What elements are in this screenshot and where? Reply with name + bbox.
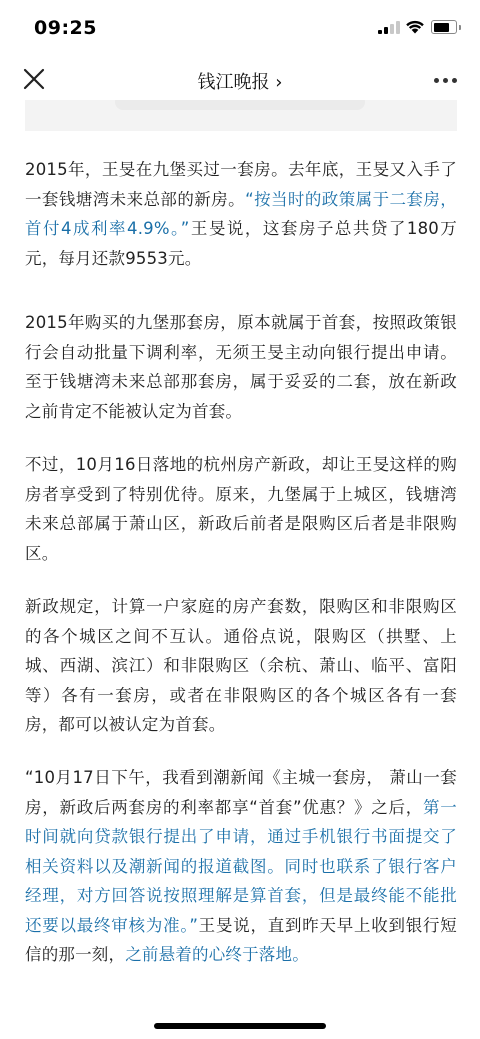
paragraph-3 (25, 450, 457, 568)
text-run: 不过，10月16日落地的杭州房产新政，却让王旻这样的购房者享受到了特别优待。原来，九堡属于上城区，钱塘湾未来总部属于萧山区，新政后前者是限购区后者是非限购区。 (25, 455, 457, 563)
text-run: “10月17日下午，我看到潮新闻《主城一套房， 萧山一套房，新政后两套房的利率都享“首套”优惠？》之后， (25, 768, 457, 817)
partial-image-block (25, 100, 457, 131)
signal-icon (378, 21, 400, 34)
status-time: 09:25 (34, 17, 97, 39)
text-run: 新政规定，计算一户家庭的房产套数，限购区和非限购区的各个城区之间不互认。通俗点说，限购区（拱墅、上城、西湖、滨江）和非限购区（余杭、萧山、临平、富阳等）各有一套房，或者在非限购区的各个城区各有一套房，都可以被认定为首套。 (25, 597, 457, 734)
highlight-quote: 第一时间就向贷款银行提出了申请，通过手机银行书面提交了相关资料以及潮新闻的报道截图。同时也联系了银行客户经理，对方回答说按照理解是算首套，但是最终能不能批还要以最终审核为准。” (25, 797, 457, 935)
wifi-icon (405, 18, 425, 34)
text-run: 2015年，王旻在九堡买过一套房。去年底，王旻又入手了一套钱塘湾未来总部的新房。 (25, 160, 457, 209)
battery-icon (431, 20, 457, 34)
paragraph-4 (25, 592, 457, 740)
text-run: 王旻说，直到昨天早上收到银行短信的那一刻， (25, 915, 458, 964)
status-bar (0, 0, 480, 56)
nav-bar (0, 56, 480, 106)
text-run: 2015年购买的九堡那套房，原本就属于首套，按照政策银行会自动批量下调利率，无须王旻主动向银行提出申请。至于钱塘湾未来总部那套房，属于妥妥的二套，放在新政之前肯定不能被认定为首套。 (25, 313, 457, 421)
more-dots-icon[interactable] (432, 70, 460, 90)
home-indicator[interactable] (154, 1023, 326, 1029)
battery-level (434, 23, 449, 32)
highlight-quote: “按当时的政策属于二套房，首付4成利率4.9%。” (25, 189, 457, 238)
paragraph-2 (25, 308, 457, 426)
paragraph-1 (25, 155, 457, 273)
text-run: 王旻说，这套房子总共贷了180万元，每月还款9553元。 (25, 219, 457, 268)
paragraph-5 (25, 763, 457, 970)
account-title[interactable]: 钱江晚报 › (197, 72, 283, 93)
highlight-quote: 之前悬着的心终于落地。 (125, 945, 309, 964)
